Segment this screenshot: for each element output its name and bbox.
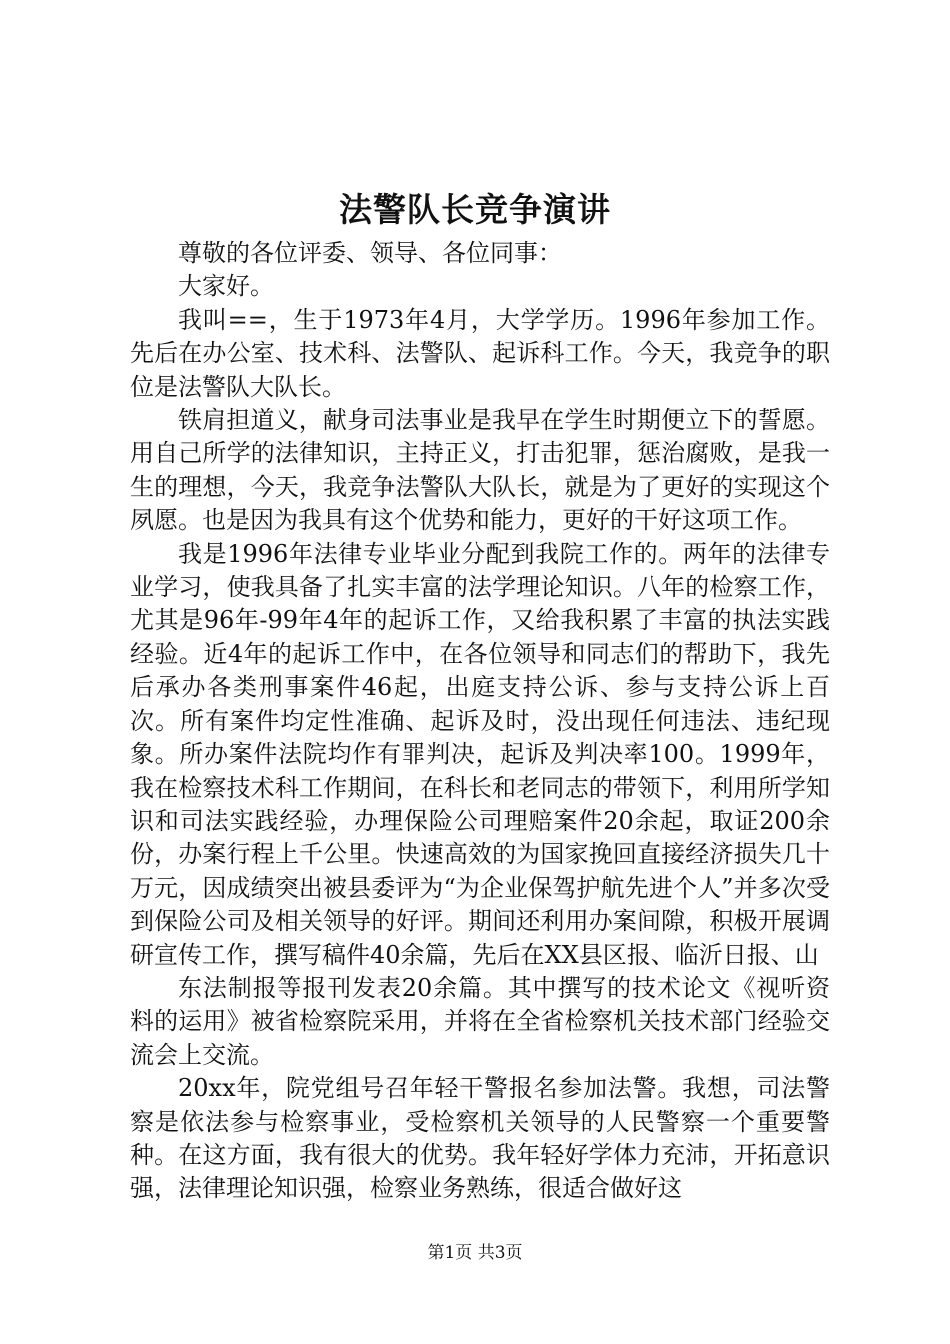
paragraph-publications: 东法制报等报刊发表20余篇。其中撰写的技术论文《视听资料的运用》被省检察院采用，并将在全省检察机关技术部门经验交流会上交流。 bbox=[130, 973, 830, 1069]
page-number-footer: 第1页 共3页 bbox=[427, 1243, 523, 1263]
salutation: 尊敬的各位评委、领导、各位同事： bbox=[178, 239, 562, 267]
greeting: 大家好。 bbox=[178, 272, 274, 301]
paragraph-experience: 我是1996年法律专业毕业分配到我院工作的。两年的法律专业学习，使我具备了扎实丰富的法学理论知识。八年的检察工作，尤其是96年-99年4年的起诉工作，又给我积累了丰富的执法实践经验。近4年的起诉工作中，在各位领导和同志们的帮助下，我先后承办各类刑事案件46起，出庭支持公诉、参与支持公诉上百次。所有案件均定性准确、起诉及时，没出现任何违法、违纪现象。所办案件法院均作有罪判决，起诉及判决率100。1999年，我在检察技术科工作期间，在科长和老同志的带领下，利用所学知识和司法实践经验，办理保险公司理赔案件20余起，取证200余份，办案行程上千公里。快速高效的为国家挽回直接经济损失几十万元，因成绩突出被县委评为“为企业保驾护航先进个人”并多次受到保险公司及相关领导的好评。期间还利用办案间隙，积极开展调研宣传工作，撰写稿件40余篇，先后在XX县区报、临沂日报、山 bbox=[130, 539, 830, 969]
paragraph-introduction: 我叫==，生于1973年4月，大学学历。1996年参加工作。先后在办公室、技术科、法警队、起诉科工作。今天，我竞争的职位是法警队大队长。 bbox=[130, 305, 830, 401]
paragraph-police-recruitment: 20xx年，院党组号召年轻干警报名参加法警。我想，司法警察是依法参与检察事业，受检察机关领导的人民警察一个重要警种。在这方面，我有很大的优势。我年轻好学体力充沛，开拓意识强，法律理论知识强，检察业务熟练，很适合做好这 bbox=[130, 1074, 830, 1203]
document-body bbox=[130, 237, 830, 1206]
paragraph-motivation: 铁肩担道义，献身司法事业是我早在学生时期便立下的誓愿。用自己所学的法律知识，主持正义，打击犯罪，惩治腐败，是我一生的理想，今天，我竞争法警队大队长，就是为了更好的实现这个夙愿。也是因为我具有这个优势和能力，更好的干好这项工作。 bbox=[130, 406, 830, 535]
document-title: 法警队长竞争演讲 bbox=[339, 190, 611, 229]
